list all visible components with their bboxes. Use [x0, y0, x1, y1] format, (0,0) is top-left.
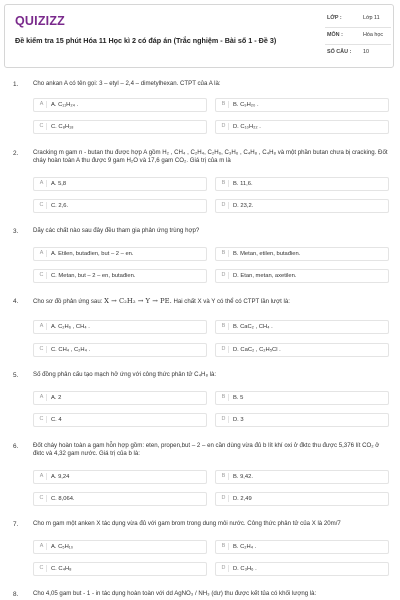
answer-option-c[interactable] — [33, 199, 207, 213]
answer-option-a[interactable] — [33, 391, 207, 405]
option-letter: B — [219, 394, 229, 401]
option-text: A. C₂H₆ , CH₄ . — [51, 324, 90, 330]
option-letter: D — [219, 202, 229, 209]
answer-option-b[interactable] — [215, 320, 389, 334]
option-text: C. C₄H₈ — [51, 566, 72, 572]
option-text: C. 4 — [51, 417, 62, 423]
answer-option-d[interactable] — [215, 199, 389, 213]
option-letter: A — [37, 101, 47, 108]
option-text: A. 9,24 — [51, 474, 70, 480]
answer-option-b[interactable] — [215, 470, 389, 484]
option-letter: B — [219, 101, 229, 108]
answer-option-d[interactable] — [215, 120, 389, 134]
meta-divider — [325, 44, 391, 45]
option-letter: C — [37, 565, 47, 572]
answer-option-a[interactable] — [33, 177, 207, 191]
answer-option-b[interactable] — [215, 177, 389, 191]
option-text: D. C₃H₆ . — [233, 566, 257, 572]
question-text: Cho 4,05 gam but - 1 - in tác dụng hoàn toàn với dd AgNO₃ / NH₃ (dư) thu được kết tủa có khối lượng là: — [33, 590, 317, 597]
answer-option-c[interactable] — [33, 269, 207, 283]
quizizz-logo: QUIZIZZ — [15, 14, 66, 28]
answer-option-a[interactable] — [33, 98, 207, 112]
header-card — [4, 4, 394, 68]
option-text: C. 2,6. — [51, 203, 69, 209]
answer-option-c[interactable] — [33, 492, 207, 506]
subject-value: Hóa học — [363, 32, 384, 38]
option-letter: D — [219, 495, 229, 502]
question-number: 4. — [13, 298, 19, 305]
option-text: A. 2 — [51, 395, 62, 401]
question-text: Đốt cháy hoàn toàn a gam hỗn hợp gồm: eten, propen,but – 2 – en cần dùng vừa đủ b lít khí oxi ở đktc thu được 5,376 lít CO₂ ở đktc và 4,32 gam nước. Giá trị của b là: — [33, 442, 380, 458]
option-text: D. Etan, metan, axetilen. — [233, 273, 297, 279]
option-text: A. Etilen, butađien, but – 2 – en. — [51, 251, 134, 257]
answer-option-b[interactable] — [215, 391, 389, 405]
answer-option-c[interactable] — [33, 562, 207, 576]
class-label: LỚP : — [327, 15, 342, 21]
option-letter: C — [37, 495, 47, 502]
option-text: B. C₉H₂₀ . — [233, 102, 259, 108]
option-text: D. C₁₀H₂₂ . — [233, 124, 261, 130]
option-letter: D — [219, 123, 229, 130]
option-letter: D — [219, 565, 229, 572]
option-letter: C — [37, 272, 47, 279]
option-text: B. 11,6. — [233, 181, 253, 187]
question-text: Dãy các chất nào sau đây đều tham gia phản ứng trùng hợp? — [33, 227, 200, 234]
answer-option-d[interactable] — [215, 492, 389, 506]
question-text: Cracking m gam n - butan thu được hợp A gồm H₂ , CH₄ , C₂H₄, C₂H₆, C₃H₆ , C₄H₈ , C₄H₈ và một phần butan chưa bị cracking. Đốt cháy hoàn toàn A thu được 9 gam H₂O và 17,6 gam CO₂. Giá trị của m là — [33, 149, 388, 165]
option-text: C. C₈H₁₈ — [51, 124, 74, 130]
question-number: 3. — [13, 228, 19, 235]
option-text: C. CH₄ , C₂H₄ . — [51, 347, 91, 353]
option-text: C. Metan, but – 2 – en, butađien. — [51, 273, 136, 279]
option-text: A. 5,8 — [51, 181, 67, 187]
question-text: Cho ankan A có tên gọi: 3 – etyl – 2,4 – dimetylhexan. CTPT của A là: — [33, 80, 221, 87]
subject-label: MÔN : — [327, 32, 343, 38]
option-text: B. CaC₂ , CH₄ . — [233, 324, 273, 330]
answer-option-b[interactable] — [215, 98, 389, 112]
answer-option-c[interactable] — [33, 413, 207, 427]
option-letter: B — [219, 543, 229, 550]
option-letter: C — [37, 346, 47, 353]
question-text: Cho m gam một anken X tác dụng vừa đủ với gam brom trong dung môi nước. Công thức phân tử của X là 20m/7 — [33, 520, 341, 527]
question-text-intro: Cho sơ đồ phản ứng sau: — [33, 298, 103, 305]
answer-option-c[interactable] — [33, 343, 207, 357]
option-letter: C — [37, 416, 47, 423]
option-letter: B — [219, 250, 229, 257]
meta-divider — [325, 27, 391, 28]
question-number: 8. — [13, 591, 19, 598]
answer-option-d[interactable] — [215, 269, 389, 283]
option-text: B. 5 — [233, 395, 244, 401]
option-text: C. 8,064. — [51, 496, 75, 502]
option-letter: D — [219, 416, 229, 423]
option-letter: D — [219, 346, 229, 353]
option-letter: A — [37, 394, 47, 401]
question-count-label: SỐ CÂU : — [327, 49, 352, 55]
option-letter: A — [37, 180, 47, 187]
option-letter: B — [219, 323, 229, 330]
option-letter: A — [37, 250, 47, 257]
question-number: 5. — [13, 372, 19, 379]
option-text: B. Metan, etilen, butađien. — [233, 251, 301, 257]
question-text: Số đồng phân cấu tạo mạch hở ứng với công thức phân tử C₄H₈ là: — [33, 371, 217, 378]
answer-option-b[interactable] — [215, 540, 389, 554]
option-text: D. 23,2. — [233, 203, 254, 209]
answer-option-d[interactable] — [215, 562, 389, 576]
option-letter: A — [37, 543, 47, 550]
class-value: Lớp 11 — [363, 15, 380, 21]
reaction-scheme: X → C₂H₂ → Y → PE. — [104, 297, 172, 305]
option-letter: C — [37, 202, 47, 209]
option-text: A. C₅H₁₀ — [51, 544, 74, 550]
document-title: Đề kiểm tra 15 phút Hóa 11 Học kì 2 có đáp án (Trắc nghiệm - Bài số 1 - Đề 3) — [15, 36, 277, 45]
option-text: D. 3 — [233, 417, 244, 423]
option-letter: A — [37, 323, 47, 330]
option-letter: C — [37, 123, 47, 130]
question-text-prompt: Hai chất X và Y có thể có CTPT lần lượt là: — [173, 298, 290, 305]
option-letter: D — [219, 272, 229, 279]
option-text: B. C₂H₄ . — [233, 544, 257, 550]
option-letter: B — [219, 180, 229, 187]
option-text: D. 2,49 — [233, 496, 252, 502]
option-text: B. 9,42. — [233, 474, 253, 480]
answer-option-a[interactable] — [33, 540, 207, 554]
question-number: 6. — [13, 443, 19, 450]
answer-option-d[interactable] — [215, 413, 389, 427]
answer-option-a[interactable] — [33, 470, 207, 484]
option-text: A. C₁₁H₂₄ . — [51, 102, 79, 108]
question-number: 7. — [13, 521, 19, 528]
answer-option-a[interactable] — [33, 320, 207, 334]
question-text — [33, 297, 390, 306]
question-number: 2. — [13, 150, 19, 157]
option-letter: B — [219, 473, 229, 480]
answer-option-a[interactable] — [33, 247, 207, 261]
answer-option-c[interactable] — [33, 120, 207, 134]
option-text: D. CaC₂ , C₂H₅Cl . — [233, 347, 281, 353]
answer-option-b[interactable] — [215, 247, 389, 261]
question-number: 1. — [13, 81, 19, 88]
answer-option-d[interactable] — [215, 343, 389, 357]
option-letter: A — [37, 473, 47, 480]
question-count-value: 10 — [363, 49, 369, 55]
